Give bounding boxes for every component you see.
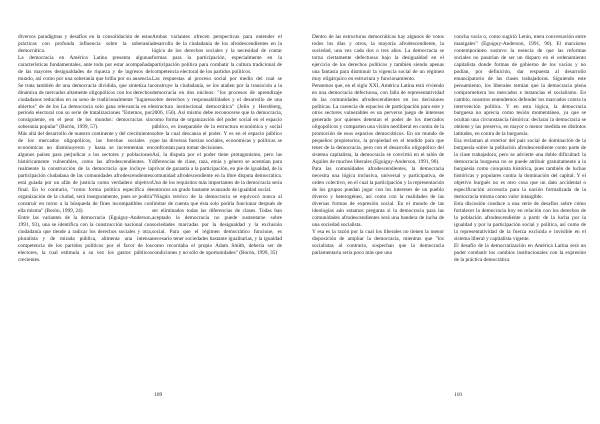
paragraph: Más allá del desarrollo de nuestro continente y del crecimiento de los mercados oligopólicos, las brechas sociales y económicas no disminuyeron y hasta se incrementan en algunos países para perjudicar a los sectores y poblaciones históricamente vulnerables, como las afrodescendientes. Y realmente la construcción de la democracia que incluye la participación ciudadana de las comunidades afrodescendientes está guiada por un afán de justicia como verdadero objetivo final. En lo contrario, "como forma política específica de organización de la ciudad, será inseguramente, pues se podría construir en torno a la búsqueda de fines incompatibles con ella misma" (Borón, 1999, 24). <box>18 131 152 214</box>
paragraph: El desafío de la democratización en América Latina será un poder combatir los cambios institucionales con la expresión de la práctica democrática <box>454 242 586 263</box>
paragraph: Esta discusión conduce a una serie de desafíos sobre cómo fortalecer la democracia hoy en relación con los derechos de la población afrodescendiente a partir de la lucha por la igualdad y por la participación social y política, así como de la representatividad de la fuerza excluida e invisible en el sistema liberal y capitalista vigente. <box>454 200 586 242</box>
paragraph: Ambas variantes ofrecen perspectivas para entender el desarrollo de la ciudadanía de los afrodescendientes en la lógica de los derechos sociales y la necesidad de contar formas para la participación, especialmente en la participación política para combatir la cultura tradicional de competencia electoral de los partidos políticos. <box>152 34 282 75</box>
paragraph: Esa reclaman al exterior del país social de dominación de la burguesía sobre la población afrodescendiente como parte de la clase trabajadora, pero se advierte una doble dificultad: la democracia burguesa no se puede atribuir gratuitamente a la burguesía como conquista histórica, pues también de luchas históricas y populares contra la dominación del capital. Y el objetivo burgués no es otro cosa que un dato accidental o especificación accesoria para la nación formalizada de la democracia misma como valor intangible. <box>454 138 586 200</box>
paragraph: Entre las variantes de la democracia (Eguiguy-Anderson, 1991, 93), una se identifica con la construcción nacional con ciudadanía que tiende a radicar los derechos sociales y otra, pluralista y de mirada pública, alimenta una intensa competencia de los partidos políticos por el favor de los electores, la cual estimula a su vez los gastos públicos crecientes. <box>18 214 152 263</box>
paragraph: Dentro de las estructuras democráticas hay algunos de votos todos los días y otros, la mayoría afrodescendiente, la sociedad, una vez cada dos o tres años. La democracia se torna ciertamente defectuosa bajo la desigualdad en el ejercicio de los derechos políticos y también siendo apenas una fantasía para disminuir la vigencia social de un régimen muy oligárquico en estructura y funcionamiento. <box>312 34 444 82</box>
paragraph: La democracia en América Latina presenta algunas características fundamentales, ante todo por estar acompañada de las mayores desigualdades de riqueza y de ingresos del mundo, así como por una soberanía que brilla por su ausencia. Se trata también de una democracia dividida, que sintetiza la dinámica de mercados altamente oligopólicos con los derechos ciudadanos reducidos en su seno de tradicionalmente "lugares abiertos" de de los La democracia solo gana relevancia en el período electoral con su serie de tratalizaciones "Estemos, por consiguiente, en el peor de los mundos: democracias sin soberanía popular" (Borón, 1999, 57). <box>18 54 152 131</box>
right-page <box>300 0 600 424</box>
text-column <box>18 34 152 263</box>
paragraph: diversos paradigmas y desafíos en la consolidación de estas prácticas con profunda influencia sobre la soberanía democrática. <box>18 34 152 54</box>
paragraph: Así, la disputa por el poder tiene protagonismo, pero las diferencias de clase, raza, etnia y género se acentúan para privar de garantía a la participación, en pie de igualdad, de la comunidad afrodescendiente en la libre disputa democrática. Uno de los requisitos más importantes de la democracia sería entonces un grado bastante avanzado de igualdad social. <box>152 152 282 193</box>
page-number: 110 <box>454 392 463 398</box>
paragraph: "Ningún teórico de la democracia se equivocó nunca al limitar de cuenta que ésta solo podría funcionar después de ser eliminados todas las diferencias de clases. Todas ban aceptado la democracia no puede sustentarse sobre sociedades marcadas por la desigualdad y la exclusión social. Para que el régimen democrático funcione, es necesario tener sociedades bastante igualitarias, y la igualdad como recordaba el propio Adam Smith, debería ser de condiciones y no sólo de oportunidades" (Borón, 1999, 35) <box>152 193 282 256</box>
paragraph: concha vacía o, como sugirió Lenin, mera conversación entre manigales" (Eguiguy-Anderson, 1991, 90). El marxismo contemporáneo sostuvo la esencia de que las reformas sociales no pasarían de ser un disparo en el ordenamiento capitalista donde formas de gobierno de los vacíos y no podían, por definición, dar respuesta al desarrollo emancipatorio de las clases trabajadoras. Siguiendo este pensamiento, los liberales temían que la democracia plena comprometiera los mercados e instancias el socialismo. En cambio, nosotros entendemos defender los marcados contra la intervención política. Y en esta lógica, la democracia burguesa no aprecia como tesión momentáneo, ya que se ocultan una circunstancia histórica: declarar la democracia se obtiene y las preserva, en mayor o menor medida en distintos latitudes, en contra de la burguesía. <box>454 34 586 138</box>
page-number: 109 <box>154 392 163 398</box>
text-column <box>152 34 282 257</box>
text-column <box>312 34 444 257</box>
paragraph: Para las comunidades afrodescendientes, la democracia necesita una lógica inclusiva, universal y participativa, de orden colectivo, en el cual la participación y la representación de los grupos puedan jugar con los intereses de un pueblo diverso y heterogéneo, así como con la realidades de las diversas formas de expresión social. En el mundo de las ideologías aún estamos pregunta si la democracia para las comunidades afrodescendientes será una bandera de lucha de una sociedad socialista. <box>312 166 444 228</box>
paragraph: Pensemos que, en el siglo XXI, América Latina está viviendo en una democracia defectuosa, con falla de representatividad de las comunidades afrodescendientes en los decisiones políticas. La carencia de espacios de participación para este y otros sectores vulnerables es un perverso juego de intereses generado por quienes detentan el poder de los mercados oligopólicos y comparten una visión neoliberal en contra de la promoción de esos espacios democráticos. En un mundo de pequeños propietarios, la propiedad en el tendido para que tener de la democracia, pero con el desarrollo oligopólico del sistema capitalista, la democracia se convirtió en el talón de Aquiles de muchos liberales (Eguiguy-Anderson, 1991, 90). <box>312 82 444 166</box>
paragraph: Y esa es la razón por la cual los liberales no tienen la menor disposición de ampliar la democracia, mientras que "los socialistas al contrario, sospechan que la democracia parlamentaria sería poco más que una <box>312 228 444 256</box>
text-column <box>454 34 586 263</box>
paragraph: Las respuestas al proceso social por medio del cual se construye la ciudadanía, se los atañen por la transición a la democracia en dos núcleos: "los procesos de aprendizaje sobre derechos y responsabilidades y el desarrollo de una estructura institucional democrática" (Jelin y Hershberg, 2006, 156). Así mismo debe reconocerse que la democracia, como forma de organización del poder social en el espacio público, es inseparable de la estructura económica y social sobre la cual descansa el poder. Y es en el espacio público que las diversas fuerzas sociales, económicas y políticas se confrontan para tomar decisiones. <box>152 75 282 152</box>
